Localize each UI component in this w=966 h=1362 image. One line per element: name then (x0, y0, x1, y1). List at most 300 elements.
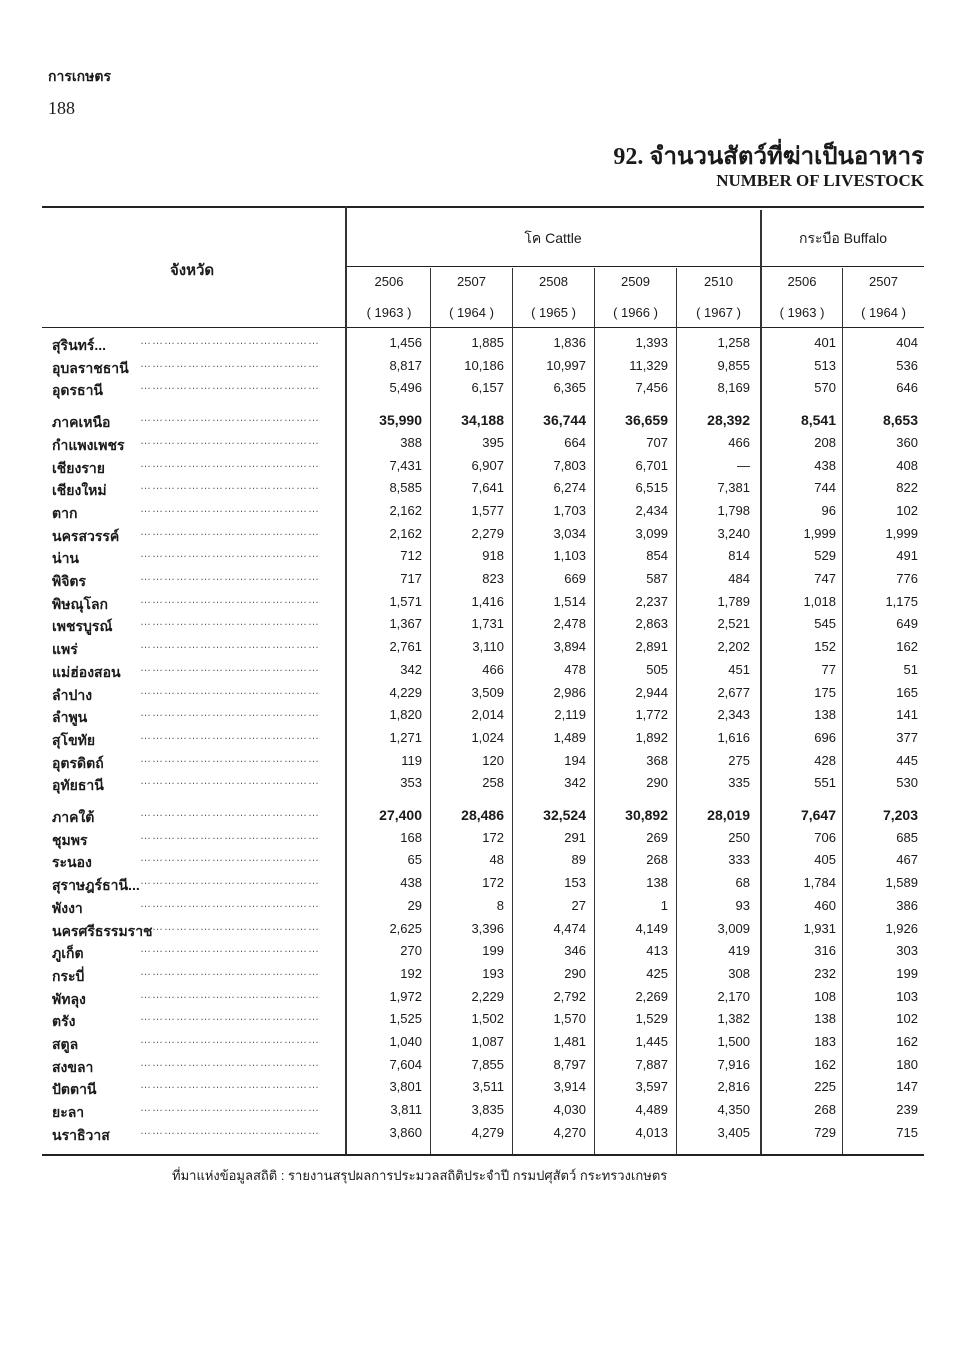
value-cell: 3,240 (717, 525, 750, 541)
province-name: สตูล (52, 1036, 79, 1052)
value-cell: 7,641 (471, 480, 504, 496)
year-header: 2507 (457, 274, 486, 289)
province-name: นครศรีธรรมราช (52, 922, 153, 939)
value-cell: 408 (896, 457, 918, 473)
value-cell: 1,382 (717, 1011, 750, 1027)
province-name: เชียงใหม่ (52, 482, 107, 499)
value-cell: 1,772 (635, 707, 668, 723)
value-cell: 505 (646, 661, 668, 677)
value-cell: 1,481 (553, 1034, 586, 1049)
value-cell: 7,431 (389, 457, 422, 473)
table-row (0, 1122, 966, 1145)
year-header: 2508 (539, 274, 568, 289)
value-cell: 428 (814, 752, 836, 768)
value-cell: 438 (814, 457, 836, 473)
province-name: พังงา (52, 899, 83, 916)
region-total-row (0, 409, 966, 432)
value-cell: 192 (400, 965, 422, 981)
leader-dots: ……………………………………… (140, 412, 320, 425)
value-cell: 199 (482, 943, 504, 959)
value-cell: 36,744 (543, 412, 586, 429)
value-cell: 2,343 (717, 707, 750, 723)
value-cell: 30,892 (625, 807, 668, 823)
value-cell: 8,797 (553, 1056, 586, 1072)
value-cell: 3,894 (553, 639, 586, 655)
value-cell: 1,571 (389, 593, 422, 609)
value-cell: 6,907 (471, 457, 504, 473)
province-name: ตาก (52, 504, 78, 521)
value-cell: 7,887 (635, 1056, 668, 1072)
value-cell: 2,816 (717, 1079, 750, 1095)
value-cell: 2,279 (471, 525, 504, 541)
value-cell: 570 (814, 380, 836, 396)
province-name: สุราษฎร์ธานี... (52, 877, 140, 894)
value-cell: 1,577 (471, 502, 504, 518)
value-cell: 35,990 (379, 412, 422, 429)
value-cell: 1,416 (471, 593, 504, 609)
value-cell: 6,274 (553, 480, 586, 496)
table-row (0, 659, 966, 682)
value-cell: 1,500 (717, 1034, 750, 1049)
value-cell: 2,162 (389, 502, 422, 518)
province-name: เชียงราย (52, 459, 105, 476)
value-cell: 7,604 (389, 1056, 422, 1072)
province-name: ภาคใต้ (52, 809, 95, 825)
value-cell: 27,400 (379, 807, 422, 823)
value-cell: 2,792 (553, 988, 586, 1004)
table-row (0, 849, 966, 872)
value-cell: 360 (896, 434, 918, 450)
leader-dots: ……………………………………… (140, 1011, 320, 1024)
value-cell: 664 (564, 434, 586, 450)
value-cell: 3,099 (635, 525, 668, 541)
value-cell: 1,570 (553, 1011, 586, 1027)
leader-dots: ……………………………………… (140, 1124, 320, 1137)
value-cell: 290 (564, 965, 586, 981)
value-cell: 1,999 (803, 525, 836, 541)
value-cell: 36,659 (625, 412, 668, 429)
value-cell: 28,486 (461, 807, 504, 823)
leader-dots: ……………………………………… (140, 525, 320, 538)
value-cell: 451 (728, 661, 750, 677)
value-cell: 822 (896, 480, 918, 496)
value-cell: 48 (489, 852, 504, 868)
value-cell: 239 (896, 1102, 918, 1118)
value-cell: 491 (896, 548, 918, 564)
value-cell: 7,803 (553, 457, 586, 473)
value-cell: 1,018 (803, 593, 836, 609)
value-cell: 545 (814, 616, 836, 632)
value-cell: 918 (482, 548, 504, 564)
leader-dots: ……………………………………… (140, 1034, 320, 1046)
value-cell: 404 (896, 335, 918, 350)
value-cell: 28,019 (707, 807, 750, 823)
value-cell: 162 (896, 1034, 918, 1049)
value-cell: 6,157 (471, 380, 504, 396)
leader-dots: ……………………………………… (140, 988, 320, 1001)
value-cell: 2,761 (389, 639, 422, 655)
value-cell: 445 (896, 752, 918, 768)
value-cell: 268 (646, 852, 668, 868)
value-cell: 513 (814, 357, 836, 373)
value-cell: 438 (400, 875, 422, 891)
value-cell: 8,817 (389, 357, 422, 373)
value-cell: 333 (728, 852, 750, 868)
value-cell: 153 (564, 875, 586, 891)
value-cell: 747 (814, 571, 836, 586)
value-cell: 180 (896, 1056, 918, 1072)
value-cell: 268 (814, 1102, 836, 1118)
value-cell: 3,835 (471, 1102, 504, 1118)
value-cell: 2,014 (471, 707, 504, 723)
value-cell: 2,944 (635, 684, 668, 700)
value-cell: 291 (564, 829, 586, 845)
value-cell: 3,009 (717, 920, 750, 936)
value-cell: 4,030 (553, 1102, 586, 1118)
leader-dots: ……………………………………… (140, 807, 320, 819)
region-total-row (0, 804, 966, 827)
leader-dots: ……………………………………… (140, 335, 320, 347)
value-cell: 2,170 (717, 988, 750, 1004)
table-row (0, 827, 966, 850)
value-cell: 2,986 (553, 684, 586, 700)
value-cell: 258 (482, 775, 504, 791)
province-name: พัทลุง (52, 990, 86, 1007)
year-ad-header: ( 1966 ) (613, 305, 658, 320)
value-cell: 3,405 (717, 1124, 750, 1140)
value-cell: 1 (660, 897, 668, 913)
value-cell: 165 (896, 684, 918, 700)
value-cell: 152 (814, 639, 836, 655)
value-cell: 93 (735, 897, 750, 913)
province-name: ตรัง (52, 1013, 76, 1030)
source-note: ที่มาแห่งข้อมูลสถิติ : รายงานสรุปผลการประมวลสถิติประจำปี กรมปศุสัตว์ กระทรวงเกษตร (172, 1168, 668, 1183)
value-cell: 2,269 (635, 988, 668, 1004)
value-cell: 1,393 (635, 335, 668, 350)
value-cell: 1,024 (471, 729, 504, 745)
value-cell: 1,892 (635, 729, 668, 745)
value-cell: 2,521 (717, 616, 750, 632)
value-cell: 138 (646, 875, 668, 891)
value-cell: 706 (814, 829, 836, 845)
province-name: ลำพูน (52, 709, 88, 726)
value-cell: 1,456 (389, 335, 422, 350)
value-cell: 10,186 (464, 357, 504, 373)
value-cell: 172 (482, 875, 504, 891)
leader-dots: ……………………………………… (140, 434, 320, 447)
table-row (0, 613, 966, 636)
value-cell: 1,731 (471, 616, 504, 632)
province-name: ลำปาง (52, 686, 93, 703)
value-cell: 1,103 (553, 548, 586, 564)
value-cell: 1,502 (471, 1011, 504, 1027)
value-cell: 1,885 (471, 335, 504, 350)
value-cell: 1,367 (389, 616, 422, 632)
value-cell: 194 (564, 752, 586, 768)
value-cell: 270 (400, 943, 422, 959)
leader-dots: ……………………………………… (140, 1102, 320, 1115)
value-cell: 2,119 (554, 707, 586, 723)
province-name: น่าน (52, 550, 80, 567)
value-cell: 3,597 (635, 1079, 668, 1095)
value-cell: 536 (896, 357, 918, 373)
leader-dots: ……………………………………… (140, 571, 320, 583)
province-name: นครสวรรค์ (52, 527, 120, 544)
value-cell: 1,175 (885, 593, 918, 609)
leader-dots: ……………………………………… (140, 852, 320, 865)
cattle-group-header: โค Cattle (524, 230, 582, 246)
value-cell: 269 (646, 829, 668, 845)
value-cell: 7,855 (471, 1056, 504, 1072)
table-row (0, 704, 966, 727)
value-cell: 141 (896, 707, 918, 723)
value-cell: 685 (896, 829, 918, 845)
value-cell: 1,589 (885, 875, 918, 891)
value-cell: 776 (896, 571, 918, 586)
value-cell: 4,350 (717, 1102, 750, 1118)
table-row (0, 377, 966, 400)
value-cell: 27 (571, 897, 586, 913)
table-row (0, 1031, 966, 1054)
value-cell: 717 (400, 571, 422, 586)
table-row (0, 545, 966, 568)
province-name: สุโขทัย (52, 731, 96, 748)
year-ad-header: ( 1963 ) (366, 305, 412, 320)
value-cell: 225 (814, 1079, 836, 1095)
value-cell: 6,365 (553, 380, 586, 396)
value-cell: 1,820 (389, 707, 422, 723)
year-header: 2506 (787, 274, 817, 289)
value-cell: 2,237 (635, 593, 668, 609)
leader-dots: ……………………………………… (140, 752, 320, 765)
leader-dots: ……………………………………… (140, 829, 320, 842)
value-cell: 51 (903, 661, 918, 677)
value-cell: 1,258 (717, 335, 750, 350)
value-cell: 346 (564, 943, 586, 959)
year-ad-header: ( 1964 ) (449, 305, 494, 320)
province-name: อุดรธานี (52, 382, 103, 399)
province-name: ปัตตานี (52, 1081, 97, 1098)
value-cell: 120 (482, 752, 504, 768)
value-cell: 138 (814, 1011, 836, 1027)
value-cell: 729 (814, 1124, 836, 1140)
value-cell: 1,798 (717, 502, 750, 518)
running-head: การเกษตร (48, 68, 111, 84)
value-cell: — (737, 457, 750, 473)
value-cell: 3,396 (471, 920, 504, 936)
value-cell: 401 (814, 335, 836, 350)
value-cell: 7,381 (717, 480, 750, 496)
value-cell: 3,914 (553, 1079, 586, 1095)
table-row (0, 872, 966, 895)
table-row (0, 355, 966, 378)
value-cell: 2,677 (717, 684, 750, 700)
value-cell: 7,647 (800, 807, 836, 823)
value-cell: 3,511 (472, 1079, 504, 1095)
value-cell: 3,034 (553, 525, 586, 541)
value-cell: 419 (728, 943, 750, 959)
value-cell: 649 (896, 616, 918, 632)
value-cell: 466 (482, 661, 504, 677)
table-top-rule (42, 206, 924, 208)
value-cell: 353 (400, 775, 422, 791)
year-ad-header: ( 1967 ) (696, 305, 741, 320)
year-header: 2509 (621, 274, 650, 289)
value-cell: 712 (400, 548, 422, 564)
value-cell: 96 (821, 502, 836, 518)
year-header: 2507 (869, 274, 898, 289)
value-cell: 7,203 (882, 807, 918, 823)
province-name: กระบี่ (52, 967, 85, 984)
value-cell: 1,489 (553, 729, 586, 745)
leader-dots: ……………………………………… (140, 480, 320, 493)
value-cell: 6,701 (635, 457, 668, 473)
value-cell: 28,392 (707, 412, 750, 429)
province-name: ภาคเหนือ (52, 414, 111, 431)
table-row (0, 477, 966, 500)
value-cell: 8,541 (800, 412, 836, 429)
value-cell: 3,860 (389, 1124, 422, 1140)
leader-dots: ……………………………………… (140, 729, 320, 742)
value-cell: 102 (896, 502, 918, 518)
table-row (0, 568, 966, 591)
province-name: สุรินทร์... (52, 337, 107, 353)
value-cell: 172 (482, 829, 504, 845)
leader-dots: ……………………………………… (140, 380, 320, 393)
value-cell: 32,524 (543, 807, 586, 823)
value-cell: 335 (728, 775, 750, 791)
value-cell: 290 (646, 775, 668, 791)
value-cell: 587 (646, 571, 668, 586)
province-name: พิษณุโลก (52, 595, 109, 612)
table-row (0, 963, 966, 986)
leader-dots: ……………………………………… (140, 548, 320, 561)
value-cell: 823 (482, 571, 504, 586)
value-cell: 2,625 (389, 920, 422, 936)
leader-dots: ……………………………………… (140, 1056, 320, 1069)
value-cell: 3,509 (471, 684, 504, 700)
leader-dots: ……………………………………… (140, 875, 320, 888)
value-cell: 102 (896, 1011, 918, 1027)
value-cell: 405 (814, 852, 836, 868)
table-row (0, 1099, 966, 1122)
province-name: สงขลา (52, 1058, 94, 1075)
year-ad-header: ( 1963 ) (779, 305, 825, 320)
value-cell: 395 (482, 434, 504, 450)
leader-dots: ……………………………………… (140, 965, 320, 978)
province-column-header: จังหวัด (170, 262, 215, 279)
value-cell: 814 (728, 548, 750, 564)
value-cell: 530 (896, 775, 918, 791)
value-cell: 388 (400, 434, 422, 450)
value-cell: 342 (400, 661, 422, 677)
value-cell: 368 (646, 752, 668, 768)
value-cell: 108 (814, 988, 836, 1004)
value-cell: 303 (896, 943, 918, 959)
leader-dots: ……………………………………… (140, 593, 320, 606)
value-cell: 183 (814, 1034, 836, 1049)
leader-dots: ……………………………………… (140, 775, 320, 788)
value-cell: 308 (728, 965, 750, 981)
value-cell: 138 (814, 707, 836, 723)
table-row (0, 940, 966, 963)
value-cell: 208 (814, 434, 836, 450)
leader-dots: ……………………………………… (140, 943, 320, 956)
province-name: ชุมพร (52, 831, 88, 848)
value-cell: 175 (814, 684, 836, 700)
value-cell: 854 (646, 548, 668, 564)
value-cell: 1,931 (803, 920, 836, 936)
province-name: อุตรดิตถ์ (52, 754, 104, 771)
province-name: พิจิตร (52, 573, 87, 589)
table-row (0, 682, 966, 705)
value-cell: 7,916 (717, 1056, 750, 1072)
province-name: ระนอง (52, 854, 92, 871)
value-cell: 119 (401, 752, 422, 768)
year-header: 2510 (704, 274, 733, 289)
table-row (0, 1054, 966, 1077)
table-title-english: NUMBER OF LIVESTOCK (716, 171, 924, 190)
year-ad-header: ( 1964 ) (861, 305, 906, 320)
table-row (0, 986, 966, 1009)
value-cell: 1,836 (553, 335, 586, 350)
value-cell: 460 (814, 897, 836, 913)
leader-dots: ……………………………………… (140, 1079, 320, 1092)
value-cell: 377 (896, 729, 918, 745)
leader-dots: ……………………………………… (140, 639, 320, 652)
value-cell: 5,496 (389, 380, 422, 396)
table-row (0, 432, 966, 455)
value-cell: 89 (571, 852, 586, 868)
header-bottom-rule (42, 327, 924, 328)
buffalo-group-header: กระบือ Buffalo (798, 230, 888, 246)
value-cell: 232 (814, 965, 836, 981)
value-cell: 3,110 (472, 639, 504, 655)
table-row (0, 500, 966, 523)
province-name: ภูเก็ต (52, 945, 84, 962)
value-cell: 4,270 (553, 1124, 586, 1140)
value-cell: 65 (407, 852, 422, 868)
value-cell: 8,585 (389, 480, 422, 496)
value-cell: 669 (564, 571, 586, 586)
province-name: อุทัยธานี (52, 777, 104, 794)
value-cell: 1,784 (803, 875, 836, 891)
table-row (0, 1008, 966, 1031)
value-cell: 4,149 (635, 920, 668, 936)
leader-dots: ……………………………………… (140, 707, 320, 720)
year-header: 2506 (374, 274, 404, 289)
value-cell: 425 (646, 965, 668, 981)
value-cell: 6,515 (635, 480, 668, 496)
value-cell: 1,789 (717, 593, 750, 609)
value-cell: 1,703 (553, 502, 586, 518)
value-cell: 316 (814, 943, 836, 959)
value-cell: 168 (400, 829, 422, 845)
value-cell: 529 (814, 548, 836, 564)
value-cell: 551 (814, 775, 836, 791)
value-cell: 250 (728, 829, 750, 845)
table-row (0, 332, 966, 355)
value-cell: 162 (814, 1056, 836, 1072)
value-cell: 3,801 (389, 1079, 422, 1095)
table-row (0, 591, 966, 614)
province-name: อุบลราชธานี (52, 359, 129, 376)
value-cell: 1,999 (885, 525, 918, 541)
leader-dots: ……………………………………… (140, 684, 320, 697)
province-name: กำแพงเพชร (52, 436, 125, 453)
value-cell: 275 (728, 752, 750, 768)
value-cell: 4,489 (635, 1102, 668, 1118)
